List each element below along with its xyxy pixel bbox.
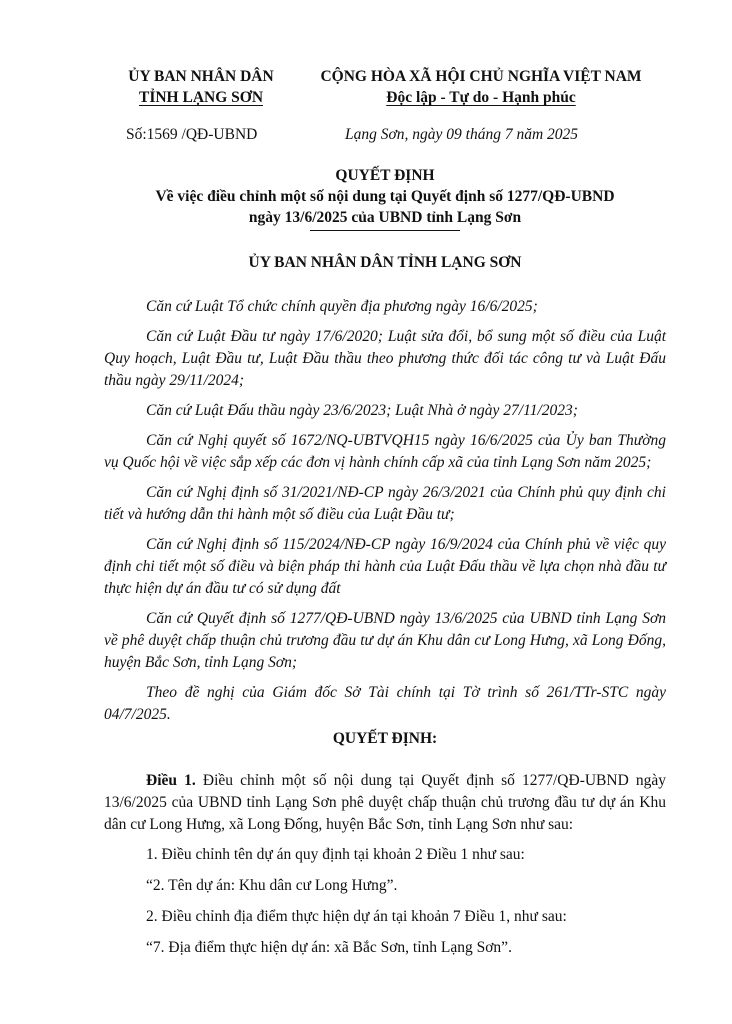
subject-line-1: Về việc điều chỉnh một số nội dung tại Quyết định số 1277/QĐ-UBND (155, 188, 615, 205)
article-1-item: “2. Tên dự án: Khu dân cư Long Hưng”. (146, 877, 398, 894)
document-number: Số:1569 /QĐ-UBND (126, 126, 258, 143)
agency-line-2: TỈNH LẠNG SƠN (138, 89, 264, 106)
legal-bases (104, 296, 666, 734)
legal-basis-item: Căn cứ Luật Tổ chức chính quyền địa phương ngày 16/6/2025; (146, 298, 538, 315)
article-1-item: 2. Điều chỉnh địa điểm thực hiện dự án tại khoản 7 Điều 1, như sau: (146, 908, 567, 925)
national-motto-header (300, 66, 662, 108)
subject-line-2: ngày 13/6/2025 của UBND tỉnh Lạng Sơn (248, 209, 522, 226)
decision-heading: QUYẾT ĐỊNH: (332, 730, 438, 747)
legal-basis-item: Căn cứ Nghị quyết số 1672/NQ-UBTVQH15 ngày 16/6/2025 của Ủy ban Thường vụ Quốc hội về việc sắp xếp các đơn vị hành chính cấp xã của tỉnh Lạng Sơn năm 2025; (104, 432, 666, 471)
agency-line-1: ỦY BAN NHÂN DÂN (128, 68, 274, 85)
article-1 (104, 770, 666, 968)
motto: Độc lập - Tự do - Hạnh phúc (386, 89, 576, 106)
legal-basis-item: Theo đề nghị của Giám đốc Sở Tài chính tại Tờ trình số 261/TTr-STC ngày 04/7/2025. (104, 684, 666, 723)
legal-basis-item: Căn cứ Nghị định số 115/2024/NĐ-CP ngày 16/9/2024 của Chính phủ về việc quy định chi tiết một số điều và biện pháp thi hành của Luật Đấu thầu về lựa chọn nhà đầu tư thực hiện dự án đầu tư có sử dụng đất (104, 536, 666, 597)
article-1-paragraph (104, 770, 666, 836)
legal-basis-item: Căn cứ Nghị định số 31/2021/NĐ-CP ngày 26/3/2021 của Chính phủ quy định chi tiết và hướng dẫn thi hành một số điều của Luật Đầu tư; (104, 484, 666, 523)
issuing-agency-header (106, 66, 296, 108)
country-name: CỘNG HÒA XÃ HỘI CHỦ NGHĨA VIỆT NAM (320, 68, 642, 85)
legal-basis-item: Căn cứ Luật Đấu thầu ngày 23/6/2023; Luật Nhà ở ngày 27/11/2023; (146, 402, 578, 419)
document-type: QUYẾT ĐỊNH (335, 167, 435, 184)
title-divider (310, 230, 460, 231)
article-1-item: 1. Điều chỉnh tên dự án quy định tại khoản 2 Điều 1 như sau: (146, 846, 525, 863)
article-1-item: “7. Địa điểm thực hiện dự án: xã Bắc Sơn, tỉnh Lạng Sơn”. (146, 939, 512, 956)
article-1-label: Điều 1. (146, 772, 196, 789)
legal-basis-item: Căn cứ Quyết định số 1277/QĐ-UBND ngày 13/6/2025 của UBND tỉnh Lạng Sơn về phê duyệt chấp thuận chủ trương đầu tư dự án Khu dân cư Long Hưng, xã Long Đống, huyện Bắc Sơn, tỉnh Lạng Sơn; (104, 610, 666, 671)
legal-basis-item: Căn cứ Luật Đầu tư ngày 17/6/2020; Luật sửa đổi, bổ sung một số điều của Luật Quy hoạch, Luật Đầu tư, Luật Đầu thầu theo phương thức đối tác công tư và Luật Đấu thầu ngày 29/11/2024; (104, 328, 666, 389)
issuing-authority: ỦY BAN NHÂN DÂN TỈNH LẠNG SƠN (248, 254, 522, 271)
article-1-text: Điều chỉnh một số nội dung tại Quyết định số 1277/QĐ-UBND ngày 13/6/2025 của UBND tỉnh Lạng Sơn phê duyệt chấp thuận chủ trương đầu tư dự án Khu dân cư Long Hưng, xã Long Đống, huyện Bắc Sơn, tỉnh Lạng Sơn như sau: (104, 772, 667, 833)
place-and-date: Lạng Sơn, ngày 09 tháng 7 năm 2025 (345, 126, 579, 143)
document-title (100, 165, 670, 231)
